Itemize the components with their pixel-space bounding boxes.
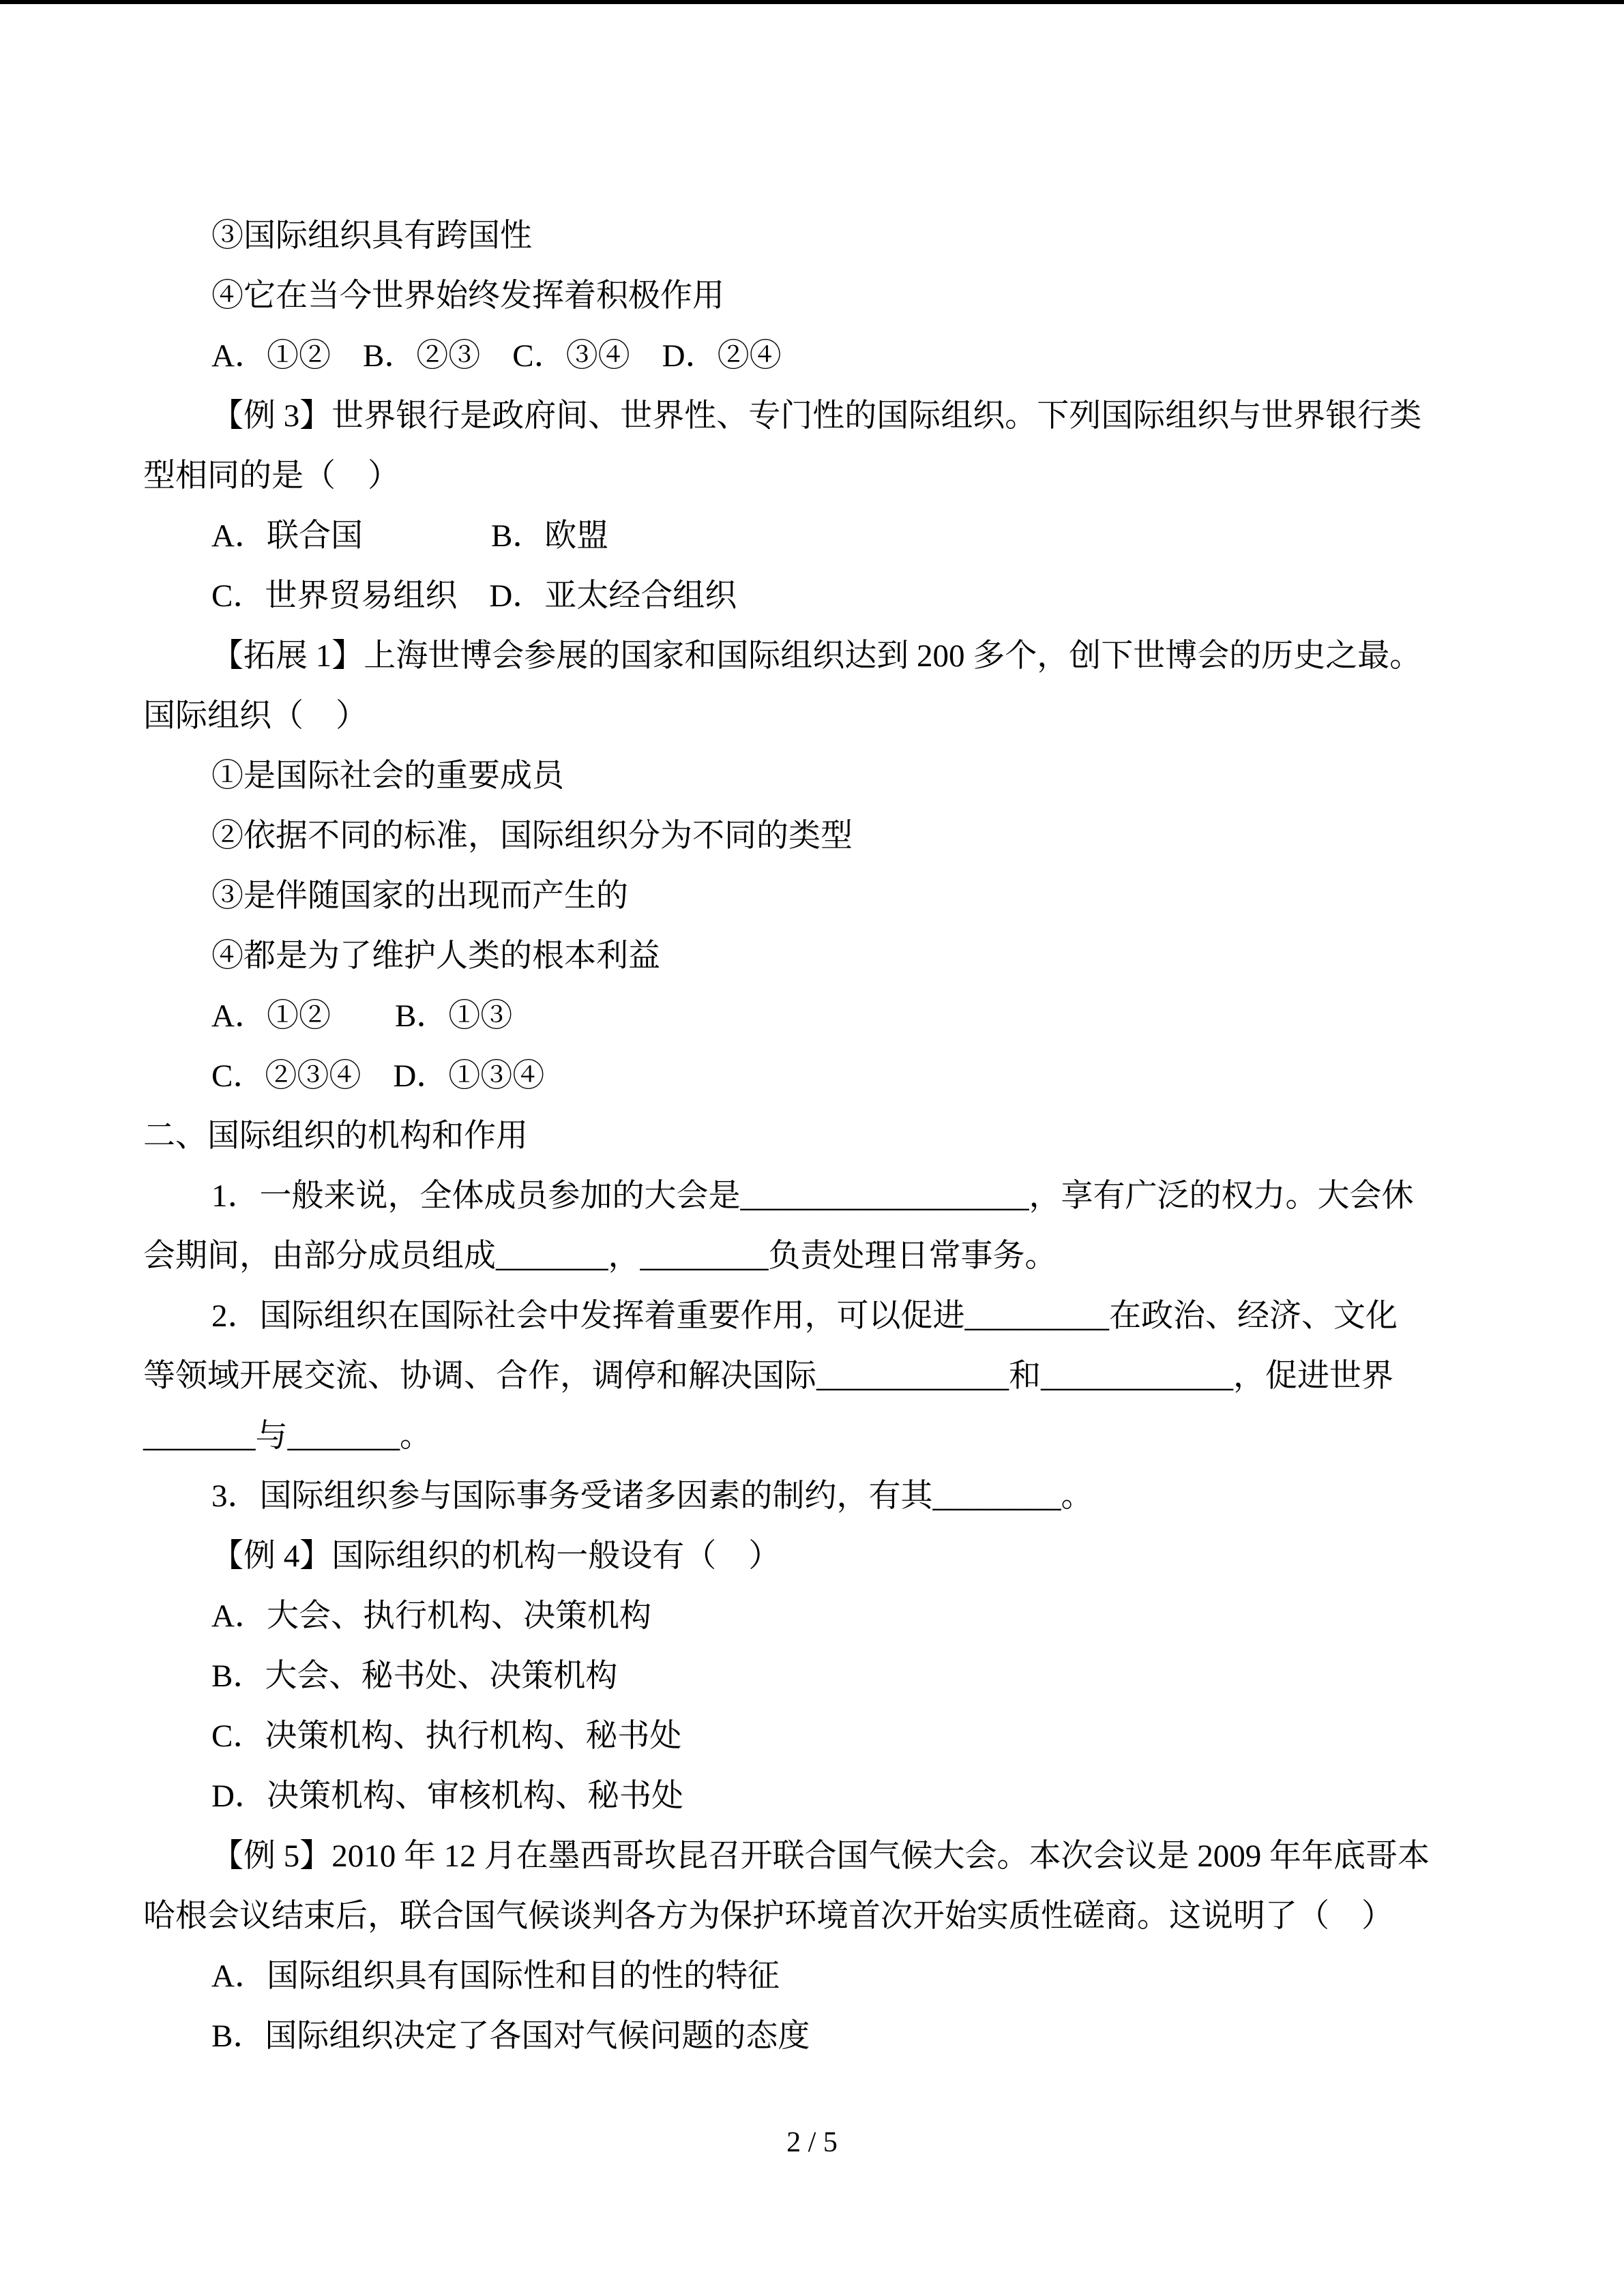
text-line: 等领域开展交流、协调、合作，调停和解决国际____________和____________，促进世界 bbox=[143, 1358, 1393, 1394]
text-line: ④它在当今世界始终发挥着积极作用 bbox=[211, 278, 724, 314]
text-line: A．①② B．②③ C．③④ D．②④ bbox=[211, 338, 782, 374]
text-line: _______与_______。 bbox=[143, 1418, 432, 1454]
text-line: C．决策机构、执行机构、秘书处 bbox=[211, 1718, 682, 1754]
text-line: B．大会、秘书处、决策机构 bbox=[211, 1658, 618, 1694]
text-line: ②依据不同的标准，国际组织分为不同的类型 bbox=[211, 818, 853, 854]
text-line: ③国际组织具有跨国性 bbox=[211, 218, 532, 254]
text-line: A．大会、执行机构、决策机构 bbox=[211, 1598, 651, 1634]
text-line: A．①② B．①③ bbox=[211, 998, 513, 1034]
text-line: C．世界贸易组织 D．亚太经合组织 bbox=[211, 578, 737, 614]
text-line: 二、国际组织的机构和作用 bbox=[143, 1118, 528, 1154]
text-line: ④都是为了维护人类的根本利益 bbox=[211, 938, 660, 974]
text-line: ③是伴随国家的出现而产生的 bbox=[211, 878, 628, 914]
text-line: 【例 3】世界银行是政府间、世界性、专门性的国际组织。下列国际组织与世界银行类 bbox=[211, 398, 1422, 434]
text-line: 型相同的是（ ） bbox=[143, 458, 400, 494]
text-line: 国际组织（ ） bbox=[143, 698, 368, 734]
text-line: 2．国际组织在国际社会中发挥着重要作用，可以促进_________在政治、经济、文化 bbox=[211, 1298, 1398, 1334]
text-line: 1．一般来说，全体成员参加的大会是__________________，享有广泛的权力。大会休 bbox=[211, 1178, 1414, 1214]
text-line: A．联合国 B．欧盟 bbox=[211, 518, 609, 554]
page-number: 2 / 5 bbox=[786, 2127, 838, 2158]
worksheet-page bbox=[143, 206, 1501, 2066]
text-line: 3．国际组织参与国际事务受诸多因素的制约，有其________。 bbox=[211, 1478, 1093, 1514]
text-line: 【例 4】国际组织的机构一般设有（ ） bbox=[211, 1538, 781, 1574]
text-line: C．②③④ D．①③④ bbox=[211, 1058, 545, 1094]
text-line: 【例 5】2010 年 12 月在墨西哥坎昆召开联合国气候大会。本次会议是 2009 年年底哥本 bbox=[211, 1838, 1430, 1874]
text-line: D．决策机构、审核机构、秘书处 bbox=[211, 1778, 683, 1814]
text-line: 会期间，由部分成员组成_______，________负责处理日常事务。 bbox=[143, 1238, 1057, 1274]
text-line: A．国际组织具有国际性和目的性的特征 bbox=[211, 1958, 780, 1994]
text-line: 哈根会议结束后，联合国气候谈判各方为保护环境首次开始实质性磋商。这说明了（ ） bbox=[143, 1898, 1393, 1934]
text-line: ①是国际社会的重要成员 bbox=[211, 758, 564, 794]
text-line: B．国际组织决定了各国对气候问题的态度 bbox=[211, 2018, 810, 2054]
text-line: 【拓展 1】上海世博会参展的国家和国际组织达到 200 多个，创下世博会的历史之最。 bbox=[211, 638, 1422, 674]
top-border-bar bbox=[0, 0, 1624, 4]
